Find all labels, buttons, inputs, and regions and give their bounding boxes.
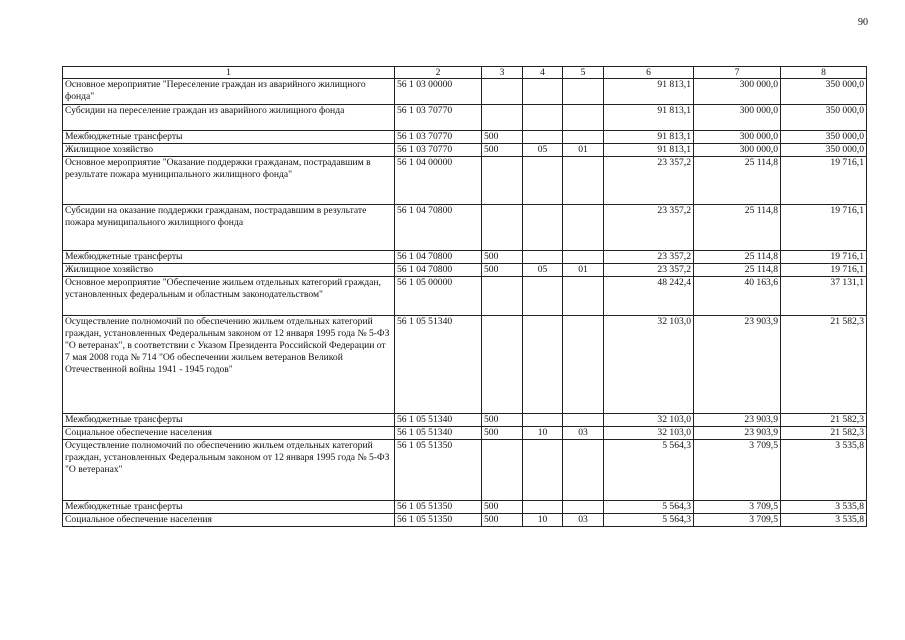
cell-vr xyxy=(482,316,523,414)
cell-v8: 19 716,1 xyxy=(781,251,867,264)
cell-v7: 300 000,0 xyxy=(694,144,781,157)
cell-code: 56 1 05 51340 xyxy=(395,414,482,427)
cell-vr: 500 xyxy=(482,264,523,277)
header-cell: 1 xyxy=(63,67,395,79)
table-row xyxy=(63,514,867,527)
cell-code: 56 1 04 70800 xyxy=(395,264,482,277)
cell-rz xyxy=(523,316,563,414)
cell-pr xyxy=(563,157,604,205)
cell-pr xyxy=(563,414,604,427)
cell-pr xyxy=(563,316,604,414)
cell-v6: 48 242,4 xyxy=(604,277,694,316)
cell-name: Осуществление полномочий по обеспечению жильем отдельных категорий граждан, установленных Федеральным законом от 12 января 1995 года № 5-ФЗ "О ветеранах" xyxy=(63,440,395,501)
cell-pr xyxy=(563,440,604,501)
cell-v8: 3 535,8 xyxy=(781,501,867,514)
table-row xyxy=(63,205,867,251)
cell-vr: 500 xyxy=(482,414,523,427)
cell-name: Жилищное хозяйство xyxy=(63,144,395,157)
cell-rz xyxy=(523,251,563,264)
cell-v8: 37 131,1 xyxy=(781,277,867,316)
cell-rz xyxy=(523,414,563,427)
cell-v7: 23 903,9 xyxy=(694,316,781,414)
cell-name: Социальное обеспечение населения xyxy=(63,514,395,527)
cell-name: Межбюджетные трансферты xyxy=(63,501,395,514)
cell-v7: 300 000,0 xyxy=(694,79,781,105)
table-row xyxy=(63,251,867,264)
cell-v7: 25 114,8 xyxy=(694,251,781,264)
cell-v7: 23 903,9 xyxy=(694,427,781,440)
header-cell: 2 xyxy=(395,67,482,79)
cell-vr: 500 xyxy=(482,251,523,264)
cell-code: 56 1 03 70770 xyxy=(395,144,482,157)
cell-pr xyxy=(563,79,604,105)
cell-rz: 10 xyxy=(523,514,563,527)
cell-v6: 5 564,3 xyxy=(604,514,694,527)
cell-v8: 350 000,0 xyxy=(781,105,867,131)
cell-vr xyxy=(482,205,523,251)
cell-name: Субсидии на оказание поддержки гражданам, пострадавшим в результате пожара муниципального жилищного фонда xyxy=(63,205,395,251)
cell-rz: 05 xyxy=(523,144,563,157)
cell-v7: 25 114,8 xyxy=(694,264,781,277)
cell-code: 56 1 03 00000 xyxy=(395,79,482,105)
cell-v6: 23 357,2 xyxy=(604,205,694,251)
cell-pr xyxy=(563,501,604,514)
cell-vr: 500 xyxy=(482,501,523,514)
cell-pr xyxy=(563,105,604,131)
cell-v6: 5 564,3 xyxy=(604,440,694,501)
cell-code: 56 1 05 00000 xyxy=(395,277,482,316)
cell-v8: 3 535,8 xyxy=(781,440,867,501)
cell-v8: 21 582,3 xyxy=(781,427,867,440)
table-row xyxy=(63,264,867,277)
header-cell: 6 xyxy=(604,67,694,79)
cell-v7: 300 000,0 xyxy=(694,131,781,144)
cell-vr: 500 xyxy=(482,514,523,527)
cell-vr: 500 xyxy=(482,144,523,157)
table-row xyxy=(63,501,867,514)
cell-vr xyxy=(482,157,523,205)
cell-rz xyxy=(523,79,563,105)
cell-rz xyxy=(523,205,563,251)
header-cell: 3 xyxy=(482,67,523,79)
cell-code: 56 1 05 51350 xyxy=(395,501,482,514)
cell-v7: 3 709,5 xyxy=(694,514,781,527)
cell-vr xyxy=(482,79,523,105)
page-number: 90 xyxy=(858,17,868,28)
table-row xyxy=(63,316,867,414)
header-cell: 8 xyxy=(781,67,867,79)
cell-v8: 21 582,3 xyxy=(781,414,867,427)
cell-vr xyxy=(482,277,523,316)
cell-code: 56 1 04 70800 xyxy=(395,205,482,251)
cell-rz xyxy=(523,105,563,131)
cell-v6: 91 813,1 xyxy=(604,105,694,131)
cell-code: 56 1 05 51340 xyxy=(395,316,482,414)
cell-v6: 91 813,1 xyxy=(604,144,694,157)
cell-v8: 21 582,3 xyxy=(781,316,867,414)
cell-v7: 300 000,0 xyxy=(694,105,781,131)
table-row xyxy=(63,144,867,157)
cell-code: 56 1 05 51350 xyxy=(395,514,482,527)
cell-code: 56 1 04 00000 xyxy=(395,157,482,205)
cell-name: Осуществление полномочий по обеспечению жильем отдельных категорий граждан, установленных Федеральным законом от 12 января 1995 года № 5-ФЗ "О ветеранах", в соответствии с Указом Президента Российской Федерации от 7 мая 2008 года № 714 "Об обеспечении жильем ветеранов Великой Отечественной войны 1941 - 1945 годов" xyxy=(63,316,395,414)
cell-name: Социальное обеспечение населения xyxy=(63,427,395,440)
budget-table xyxy=(62,66,867,527)
cell-v7: 25 114,8 xyxy=(694,157,781,205)
cell-v7: 25 114,8 xyxy=(694,205,781,251)
cell-code: 56 1 05 51340 xyxy=(395,427,482,440)
cell-name: Основное мероприятие "Переселение граждан из аварийного жилищного фонда" xyxy=(63,79,395,105)
cell-v8: 19 716,1 xyxy=(781,264,867,277)
cell-pr: 01 xyxy=(563,264,604,277)
cell-name: Субсидии на переселение граждан из аварийного жилищного фонда xyxy=(63,105,395,131)
header-cell: 7 xyxy=(694,67,781,79)
table-row xyxy=(63,277,867,316)
cell-pr xyxy=(563,277,604,316)
cell-v8: 350 000,0 xyxy=(781,79,867,105)
cell-v6: 23 357,2 xyxy=(604,251,694,264)
table-row xyxy=(63,440,867,501)
cell-v7: 40 163,6 xyxy=(694,277,781,316)
cell-pr: 01 xyxy=(563,144,604,157)
cell-v8: 19 716,1 xyxy=(781,205,867,251)
cell-pr: 03 xyxy=(563,427,604,440)
cell-code: 56 1 03 70770 xyxy=(395,131,482,144)
cell-v6: 91 813,1 xyxy=(604,131,694,144)
cell-v6: 23 357,2 xyxy=(604,264,694,277)
cell-pr xyxy=(563,131,604,144)
cell-v8: 19 716,1 xyxy=(781,157,867,205)
cell-rz xyxy=(523,440,563,501)
table-row xyxy=(63,79,867,105)
header-cell: 5 xyxy=(563,67,604,79)
header-cell: 4 xyxy=(523,67,563,79)
cell-rz xyxy=(523,157,563,205)
cell-name: Жилищное хозяйство xyxy=(63,264,395,277)
cell-v7: 3 709,5 xyxy=(694,440,781,501)
cell-v8: 3 535,8 xyxy=(781,514,867,527)
table-row xyxy=(63,157,867,205)
cell-pr: 03 xyxy=(563,514,604,527)
cell-v6: 5 564,3 xyxy=(604,501,694,514)
cell-pr xyxy=(563,251,604,264)
cell-v8: 350 000,0 xyxy=(781,131,867,144)
cell-pr xyxy=(563,205,604,251)
cell-code: 56 1 04 70800 xyxy=(395,251,482,264)
cell-v6: 32 103,0 xyxy=(604,414,694,427)
cell-vr xyxy=(482,105,523,131)
cell-vr xyxy=(482,440,523,501)
cell-name: Основное мероприятие "Оказание поддержки гражданам, пострадавшим в результате пожара муниципального жилищного фонда" xyxy=(63,157,395,205)
cell-vr: 500 xyxy=(482,131,523,144)
cell-v6: 32 103,0 xyxy=(604,316,694,414)
cell-rz xyxy=(523,501,563,514)
cell-rz: 05 xyxy=(523,264,563,277)
table-row xyxy=(63,131,867,144)
cell-v6: 23 357,2 xyxy=(604,157,694,205)
cell-rz xyxy=(523,131,563,144)
cell-v6: 91 813,1 xyxy=(604,79,694,105)
cell-name: Межбюджетные трансферты xyxy=(63,251,395,264)
cell-code: 56 1 05 51350 xyxy=(395,440,482,501)
cell-rz xyxy=(523,277,563,316)
cell-v6: 32 103,0 xyxy=(604,427,694,440)
cell-code: 56 1 03 70770 xyxy=(395,105,482,131)
table-row xyxy=(63,105,867,131)
header-row xyxy=(63,67,867,79)
cell-name: Основное мероприятие "Обеспечение жильем отдельных категорий граждан, установленных федеральным и областным законодательством" xyxy=(63,277,395,316)
table-row xyxy=(63,427,867,440)
table-row xyxy=(63,414,867,427)
cell-v8: 350 000,0 xyxy=(781,144,867,157)
cell-v7: 3 709,5 xyxy=(694,501,781,514)
cell-v7: 23 903,9 xyxy=(694,414,781,427)
cell-rz: 10 xyxy=(523,427,563,440)
cell-name: Межбюджетные трансферты xyxy=(63,131,395,144)
cell-name: Межбюджетные трансферты xyxy=(63,414,395,427)
cell-vr: 500 xyxy=(482,427,523,440)
